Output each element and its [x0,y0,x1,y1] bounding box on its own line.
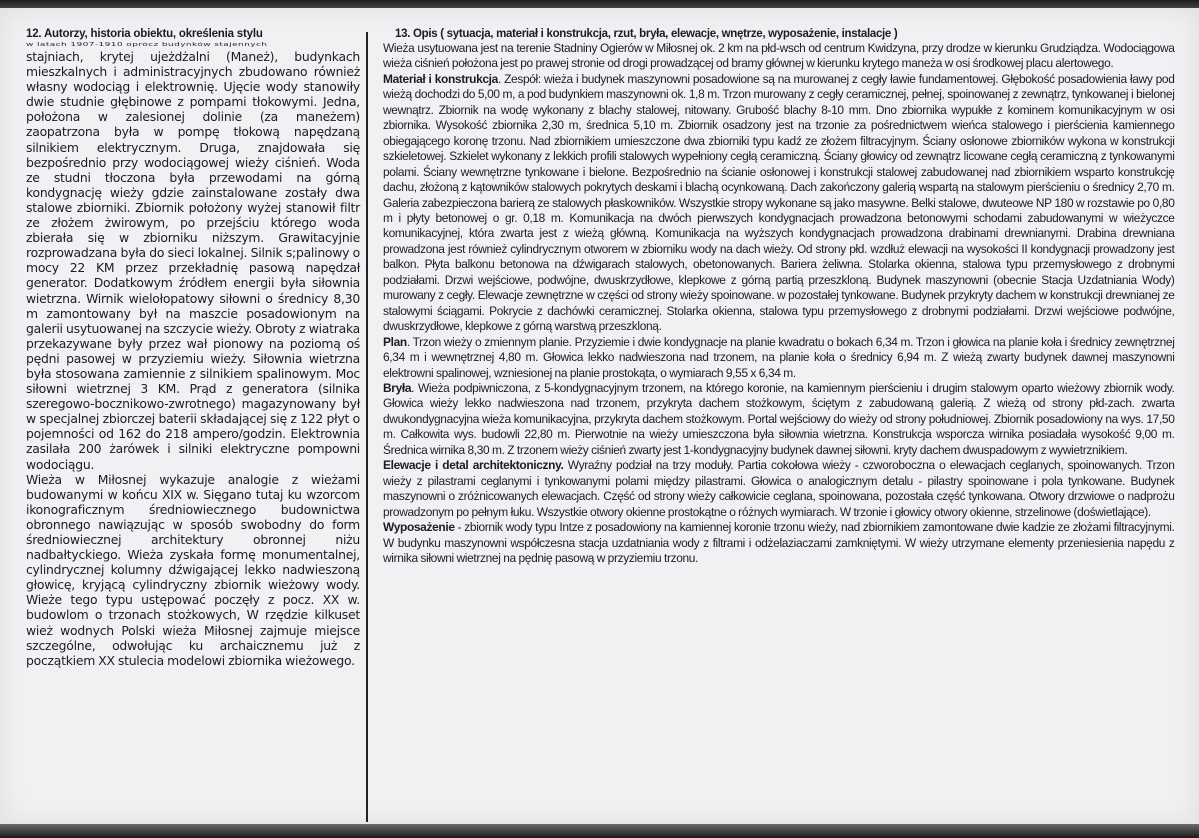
section-12-body [26,49,360,668]
column-divider [366,32,368,822]
heading-plan: Plan [383,334,407,349]
section-12-title: 12. Autorzy, historia obiektu, określenia stylu [26,28,263,40]
paragraph-equipment [383,520,1175,566]
text-bryla: . Wieża podpiwniczona, z 5-kondygnacyjnym trzonem, na którego koronie, na kamiennym pierścieniu i drugim stalowym oparto wieżowy zbiornik wody. Głowica wieży lekko nadwieszona nad trzonem, przykryta dachem stożkowym, ściętym z zabudowaną galerią. Z wieżą od strony płd-zach. zwarta dwukondygnacyjna wieża komunikacyjna, przykryta dachem stożkowym. Portal wejściowy do wieży od strony południowej. Zbiornik posadowiony na wys. 17,50 m. Całkowita wys. budowli 22,80 m. Pierwotnie na wieży umieszczona była siłownia wietrzna. Konstrukcja wsporcza wirnika posiadała wysokość 9,00 m. Średnica wirnika 8,30 m. Z trzonem wieży ciśnień zwarty jest 1-kondygnacyjny budynek dawnej siłowni. kryty dachem dwuspadowym z wywietrznikiem. [383,380,1175,457]
document-sheet [0,8,1199,826]
text-elevations: Wyraźny podział na trzy moduły. Partia cokołowa wieży - czworoboczna o elewacjach ceglanych, spoinowanych. Trzon wieży z pilastrami ceglanymi i tynkowanymi polami między pilastrami. Głowica o analogicznym detalu - pilastry spoinowane i pola tynkowane. Budynek maszynowni o zróżnicowanych elewacjach. Część od strony wieży całkowicie ceglana, spoinowana, pozostała część tynkowana. Otwory drzwiowe o nadprożu prowadzonym po pełnym łuku. Wszystkie otwory okienne prostokątne o różnych wymiarach. W trzonie i głowicy otwory okienne, strzelinowe (doświetlające). [383,458,1175,519]
intro-paragraph: Wieża usytuowana jest na terenie Stadniny Ogierów w Miłosnej ok. 2 km na płd-wsch od centrum Kwidzyna, przy drodze w kierunku Grudziądza. Wodociągowa wieża ciśnień położona jest po prawej stronie od drogi prowadzącej od bramy głównej w kierunku krytego maneża w osi środkowej placu alertowego. [383,41,1175,71]
heading-equipment: Wyposażenie [383,520,455,535]
scan-bottom-edge [0,824,1199,838]
section-13-title: 13. Opis ( sytuacja, materiał i konstrukcja, rzut, bryła, elewacje, wnętrze, wyposażenie, instalacje ) [395,28,898,40]
history-paragraph-2: Wieża w Miłosnej wykazuje analogie z wieżami budowanymi w końcu XIX w. Sięgano tutaj ku wzorcom ikonograficznym średniowiecznego budownictwa obronnego nawiązując w sposób swobodny do form średniowiecznej architektury obronnej niżu nadbałtyckiego. Wieża zyskała formę monumentalnej, cylindrycznej kolumny dźwigającej lekko nadwieszoną głowicę, kryjącą cylindryczny zbiornik wieżowy wody. Wieże tego typu ustępować poczęły z pocz. XX w. budowlom o trzonach stożkowych, W rzędzie kilkuset wież wodnych Polski wieża Miłosnej zajmuje miejsce szczególne, odwołując ku archaicznemu już z początkiem XX stulecia modelowi zbiornika wieżowego. [26,471,360,668]
cut-off-line: w latach 1907-1910 oprócz budynków stajennych [26,42,268,48]
heading-material: Materiał i konstrukcja [383,71,498,86]
history-paragraph-1: stajniach, krytej ujeżdżalni (Maneż), budynkach mieszkalnych i administracyjnych zbudowano również własny wodociąg i elektrownię. Ujęcie wody stanowiły dwie studnie głębinowe z pompami tłokowymi. Jedna, położona w zalesionej dolinie (za maneżem) zaopatrzona była w pompę tłokową napędzaną silnikiem elektrycznym. Druga, znajdowała się bezpośrednio przy wodociągowej wieży ciśnień. Woda ze studni tłoczona była przewodami na górną kondygnację wieży gdzie zainstalowane zostały dwa stalowe zbiorniki. Zbiornik położony wyżej stanowił filtr ze złożem żwirowym, po przejściu którego woda zbierała się w zbiorniku niższym. Grawitacyjnie rozprowadzana była do sieci lokalnej. Silnik s;palinowy o mocy 22 KM przez przekładnię pasową napędzał generator. Dodatkowym źródłem energii była siłownia wietrzna. Wirnik wielołopatowy siłowni o średnicy 8,30 m zamontowany był na maszcie posadowionym na galerii usytuowanej na szczycie wieży. Obroty z wiatraka przekazywane były przez wał pionowy na poziomą oś pędni pasowej w przyziemiu wieży. Siłownia wietrzna była stosowana zamiennie z silnikiem spalinowym. Moc siłowni wietrznej 3 KM. Prąd z generatora (silnika szeregowo-bocznikowo-zwrotnego) magazynowany był w specjalnej zbiorczej baterii składającej się z 122 płyt o pojemności od 162 do 218 ampero/godzin. Elektrownia zasilała 200 żarówek i silniki elektryczne pompowni wodociągu. [26,49,360,472]
paragraph-plan [383,335,1175,381]
text-plan: . Trzon wieży o zmiennym planie. Przyziemie i dwie kondygnacje na planie kwadratu o bokach 6,34 m. Trzon i głowica na planie koła i średnicy zewnętrznej 6,34 m i wewnętrznej 4,80 m. Głowica lekko nadwieszona nad trzonem, na planie koła o średnicy 6,94 m. Z wieżą zwarty budynek dawnej maszynowni elektrowni spalinowej, wzniesionej na planie prostokąta, o wymiarach 9,55 x 6,34 m. [383,334,1175,380]
paragraph-elevations [383,458,1175,520]
paragraph-material [383,72,1175,335]
section-13-body [383,41,1175,566]
heading-bryla: Bryła [383,380,412,395]
text-equipment: - zbiornik wody typu Intze z posadowiony na kamiennej koronie trzonu wieży, nad zbiornikiem zamontowane dwie kadzie ze złożami filtracyjnymi. W budynku maszynowni współczesna stacja uzdatniania wody z filtrami i odżelaziaczami zamkniętymi. W wieży utrzymane elementy przeniesienia napędu z wirnika siłowni wietrznej na pędnię pasową w przyziemiu trzonu. [383,520,1175,565]
text-material: . Zespół: wieża i budynek maszynowni posadowione są na murowanej z cegły ławie fundamentowej. Głębokość posadowienia ławy pod wieżą dochodzi do 5,00 m, a pod budynkiem maszynowni ok. 1,8 m. Trzon murowany z cegły ceramicznej, pełnej, spoinowanej z zewnątrz, tynkowanej i bielonej wewnątrz. Zbiornik na wodę wykonany z blachy stalowej, nitowany. Grubość blachy 8-10 mm. Dno zbiornika wypukłe z kominem komunikacyjnym w osi zbiornika. Wysokość zbiornika 2,30 m, średnica 5,10 m. Zbiornik osadzony jest na trzonie za pośrednictwem wieńca stalowego i pierścienia kamiennego obiegającego koronę trzonu. Nad zbiornikiem umieszczone dwa zbiorniki typu kadź ze złożem filtracyjnym. Ściany osłonowe zbiorników wykona w konstrukcji szkieletowej. Szkielet wykonany z lekkich profili stalowych wypełniony cegłą ceramiczną. Ściany głowicy od zewnątrz licowane cegłą ceramiczną z tynkowanymi polami. Ściany wewnętrzne tynkowane i bielone. Bezpośrednio na ścianie osłonowej i konstrukcji stalowej zabudowanej nad zbiornikiem wsparto konstrukcję dachu, złożoną z kątowników stalowych pokrytych deskami i blachą ocynkowaną. Dach zakończony galerią wspartą na stalowym pierścieniu o średnicy 2,70 m. Galeria zabezpieczona barierą ze stalowych płaskowników. Wszystkie stropy wykonane są jako masywne. Belki stalowe, dwuteowe NP 180 w rozstawie po 0,80 m i płyty betonowej o gr. 0,18 m. Komunikacja na dwóch pierwszych kondygnacjach prowadzona betonowymi schodami zabudowanymi w wieżyczce komunikacyjnej, która zwarta jest z wieżą główną. Komunikacja na wyższych kondygnacjach prowadzona drabinami drewnianymi. Drabina drewniana prowadzona jest również cylindrycznym otworem w zbiorniku wody na dach wieży. Od strony płd. wzdłuż elewacji na wysokości II kondygnacji prowadzony jest balkon. Płyta balkonu betonowa na dźwigarach stalowych, obetonowanych. Bariera żeliwna. Stolarka okienna, stalowa typu przemysłowego z drobnymi podziałami. Drzwi wejściowe, podwójne, dwuskrzydłowe, klepkowe z górną partią przeszkloną. Budynek maszynowni (obecnie Stacja Uzdatniania Wody) murowany z cegły. Elewacje zewnętrzne w części od strony wieży spoinowane. w pozostałej tynkowane. Budynek przykryty dachem w konstrukcji drewnianej ze stalowymi ściągami. Pokrycie z dachówki ceramicznej. Stolarka okienna, stalowa typu przemysłowego z drobnymi podziałami. Drzwi wejściowe podwójne, dwuskrzydłowe, klepkowe z górną warstwą przeszkloną. [383,71,1175,334]
section-authors-history [26,28,360,668]
paragraph-bryla [383,381,1175,458]
section-description [383,28,1175,566]
heading-elevations: Elewacje i detal architektoniczny. [383,458,564,473]
